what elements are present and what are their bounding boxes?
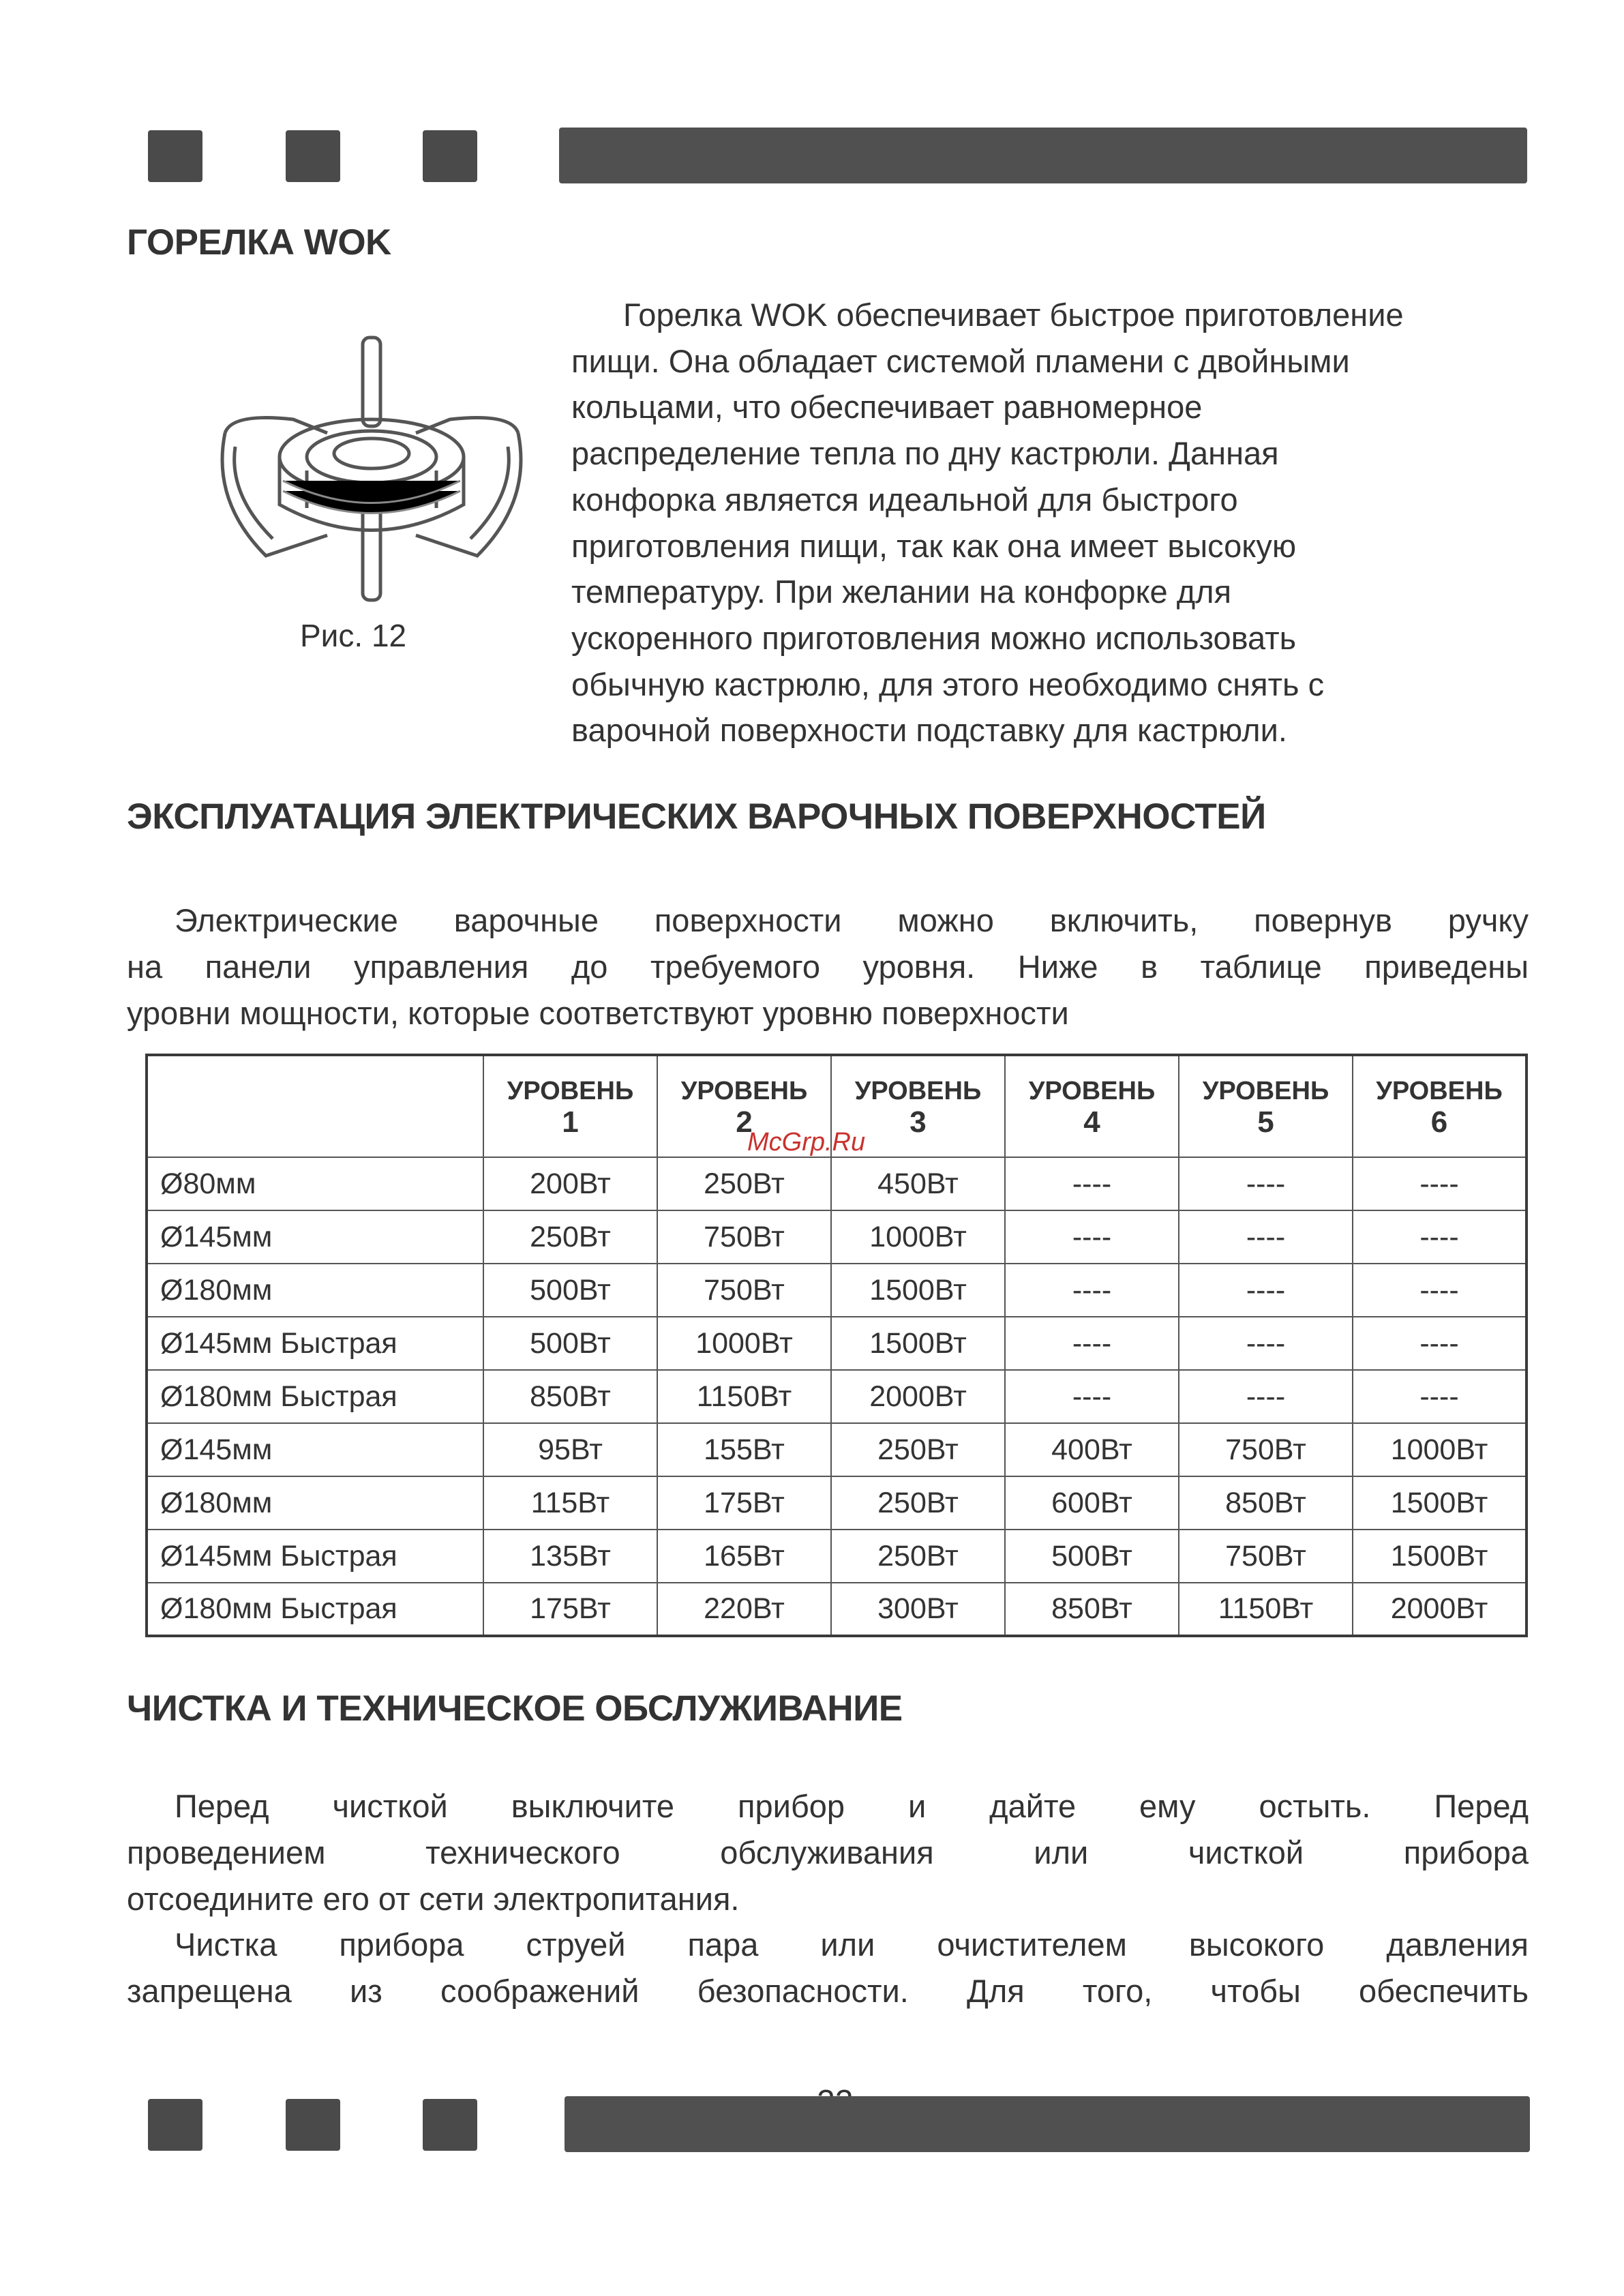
burner-size-cell: Ø145мм Быстрая <box>147 1317 483 1370</box>
burner-size-cell: Ø180мм <box>147 1476 483 1530</box>
power-value-cell: 135Вт <box>483 1530 657 1583</box>
power-value-cell: 115Вт <box>483 1476 657 1530</box>
table-row <box>147 1530 1527 1583</box>
power-value-cell: ---- <box>1353 1370 1527 1423</box>
cleaning-paragraph-2 <box>127 1922 1529 2014</box>
figure-caption: Рис. 12 <box>300 618 407 653</box>
level-word: УРОВЕНЬ <box>1028 1076 1156 1105</box>
power-value-cell: ---- <box>1005 1370 1179 1423</box>
level-number: 6 <box>1430 1105 1448 1139</box>
table-row <box>147 1370 1527 1423</box>
power-value-cell: 850Вт <box>483 1370 657 1423</box>
table-row <box>147 1317 1527 1370</box>
burner-size-cell: Ø145мм <box>147 1210 483 1264</box>
level-word: УРОВЕНЬ <box>680 1076 808 1105</box>
wok-line: пищи. Она обладает системой пламени с двойными <box>571 342 1350 379</box>
power-value-cell: ---- <box>1179 1317 1353 1370</box>
power-value-cell: 300Вт <box>831 1583 1005 1636</box>
electric-line: уровни мощности, которые соответствуют уровню поверхности <box>127 995 1069 1031</box>
power-value-cell: 2000Вт <box>1353 1583 1527 1636</box>
electric-line: Электрические варочные поверхности можно включить, повернув ручку <box>175 902 1529 938</box>
wok-line: распределение тепла по дну кастрюли. Данная <box>571 435 1279 472</box>
power-value-cell: ---- <box>1005 1157 1179 1210</box>
table-row <box>147 1423 1527 1476</box>
header-block-1 <box>148 130 202 182</box>
power-value-cell: 1500Вт <box>1353 1530 1527 1583</box>
level-number: 1 <box>562 1105 579 1139</box>
power-value-cell: 250Вт <box>831 1423 1005 1476</box>
power-value-cell: ---- <box>1179 1370 1353 1423</box>
power-value-cell: 200Вт <box>483 1157 657 1210</box>
power-value-cell: ---- <box>1353 1264 1527 1317</box>
power-value-cell: 1500Вт <box>831 1317 1005 1370</box>
power-value-cell: 1500Вт <box>831 1264 1005 1317</box>
table-row <box>147 1157 1527 1210</box>
footer-block-1 <box>148 2099 202 2151</box>
level-header <box>1005 1055 1179 1157</box>
wok-line: кольцами, что обеспечивает равномерное <box>571 389 1203 426</box>
cleaning-line: запрещена из соображений безопасности. Для того, чтобы обеспечить <box>127 1973 1529 2009</box>
power-value-cell: 165Вт <box>657 1530 831 1583</box>
table-header-empty <box>147 1055 483 1157</box>
power-value-cell: 2000Вт <box>831 1370 1005 1423</box>
level-number: 4 <box>1083 1105 1100 1139</box>
power-value-cell: 850Вт <box>1179 1476 1353 1530</box>
burner-size-cell: Ø145мм Быстрая <box>147 1530 483 1583</box>
power-value-cell: 850Вт <box>1005 1583 1179 1636</box>
header-bar <box>559 128 1527 183</box>
header-block-2 <box>286 130 340 182</box>
electric-line: на панели управления до требуемого уровня. Ниже в таблице приведены <box>127 949 1529 985</box>
level-word: УРОВЕНЬ <box>854 1076 982 1105</box>
power-value-cell: 175Вт <box>483 1583 657 1636</box>
cleaning-section-title: ЧИСТКА И ТЕХНИЧЕСКОЕ ОБСЛУЖИВАНИЕ <box>127 1688 903 1729</box>
wok-line: конфорка является идеальной для быстрого <box>571 481 1238 518</box>
level-number: 3 <box>909 1105 927 1139</box>
power-value-cell: 1500Вт <box>1353 1476 1527 1530</box>
footer-bar <box>565 2096 1530 2152</box>
power-value-cell: 1000Вт <box>831 1210 1005 1264</box>
power-value-cell: ---- <box>1005 1317 1179 1370</box>
electric-paragraph <box>127 897 1529 1037</box>
power-value-cell: 750Вт <box>1179 1423 1353 1476</box>
power-value-cell: ---- <box>1353 1210 1527 1264</box>
power-value-cell: 500Вт <box>483 1264 657 1317</box>
footer-block-3 <box>423 2099 477 2151</box>
power-value-cell: ---- <box>1179 1157 1353 1210</box>
cleaning-line: Перед чисткой выключите прибор и дайте ему остыть. Перед <box>175 1788 1529 1824</box>
power-value-cell: 1150Вт <box>1179 1583 1353 1636</box>
power-value-cell: 400Вт <box>1005 1423 1179 1476</box>
level-word: УРОВЕНЬ <box>1202 1076 1329 1105</box>
power-value-cell: 1150Вт <box>657 1370 831 1423</box>
electric-section-title: ЭКСПЛУАТАЦИЯ ЭЛЕКТРИЧЕСКИХ ВАРОЧНЫХ ПОВЕРХНОСТЕЙ <box>127 796 1266 837</box>
power-value-cell: 750Вт <box>1179 1530 1353 1583</box>
power-value-cell: 750Вт <box>657 1264 831 1317</box>
table-row <box>147 1264 1527 1317</box>
power-value-cell: 1000Вт <box>657 1317 831 1370</box>
wok-paragraph <box>571 292 1546 754</box>
table-row <box>147 1210 1527 1264</box>
level-header <box>483 1055 657 1157</box>
wok-line: Горелка WOK обеспечивает быстрое приготовление <box>623 297 1404 333</box>
wok-line: ускоренного приготовления можно использовать <box>571 619 1297 656</box>
power-value-cell: 450Вт <box>831 1157 1005 1210</box>
cleaning-line: Чистка прибора струей пара или очистителем высокого давления <box>175 1926 1529 1963</box>
power-value-cell: 250Вт <box>831 1530 1005 1583</box>
level-header <box>1179 1055 1353 1157</box>
level-word: УРОВЕНЬ <box>1376 1076 1503 1105</box>
power-value-cell: 250Вт <box>657 1157 831 1210</box>
power-value-cell: 175Вт <box>657 1476 831 1530</box>
power-value-cell: 500Вт <box>1005 1530 1179 1583</box>
burner-size-cell: Ø145мм <box>147 1423 483 1476</box>
burner-size-cell: Ø180мм Быстрая <box>147 1370 483 1423</box>
power-value-cell: 95Вт <box>483 1423 657 1476</box>
power-value-cell: ---- <box>1353 1317 1527 1370</box>
table-row <box>147 1476 1527 1530</box>
power-value-cell: 250Вт <box>831 1476 1005 1530</box>
power-value-cell: ---- <box>1179 1264 1353 1317</box>
header-block-3 <box>423 130 477 182</box>
power-value-cell: ---- <box>1005 1264 1179 1317</box>
cleaning-paragraph-1 <box>127 1783 1529 1922</box>
power-value-cell: 155Вт <box>657 1423 831 1476</box>
wok-line: обычную кастрюлю, для этого необходимо снять с <box>571 666 1325 702</box>
table-row <box>147 1583 1527 1636</box>
level-number: 5 <box>1257 1105 1274 1139</box>
wok-section-title: ГОРЕЛКА WOK <box>127 222 391 263</box>
wok-burner-illustration <box>205 331 539 603</box>
power-value-cell: ---- <box>1353 1157 1527 1210</box>
cleaning-line: отсоедините его от сети электропитания. <box>127 1881 740 1917</box>
power-value-cell: 220Вт <box>657 1583 831 1636</box>
power-value-cell: 500Вт <box>483 1317 657 1370</box>
power-value-cell: ---- <box>1005 1210 1179 1264</box>
wok-line: температуру. При желании на конфорке для <box>571 573 1232 610</box>
watermark: McGrp.Ru <box>747 1128 866 1157</box>
level-number: 2 <box>736 1105 753 1139</box>
level-header <box>1353 1055 1527 1157</box>
burner-size-cell: Ø80мм <box>147 1157 483 1210</box>
wok-line: варочной поверхности подставку для кастрюли. <box>571 712 1287 749</box>
power-value-cell: ---- <box>1179 1210 1353 1264</box>
wok-line: приготовления пищи, так как она имеет высокую <box>571 527 1297 564</box>
power-value-cell: 600Вт <box>1005 1476 1179 1530</box>
cleaning-line: проведением технического обслуживания или чисткой прибора <box>127 1834 1529 1870</box>
level-word: УРОВЕНЬ <box>507 1076 634 1105</box>
power-value-cell: 750Вт <box>657 1210 831 1264</box>
burner-size-cell: Ø180мм <box>147 1264 483 1317</box>
power-value-cell: 250Вт <box>483 1210 657 1264</box>
power-value-cell: 1000Вт <box>1353 1423 1527 1476</box>
footer-block-2 <box>286 2099 340 2151</box>
burner-size-cell: Ø180мм Быстрая <box>147 1583 483 1636</box>
